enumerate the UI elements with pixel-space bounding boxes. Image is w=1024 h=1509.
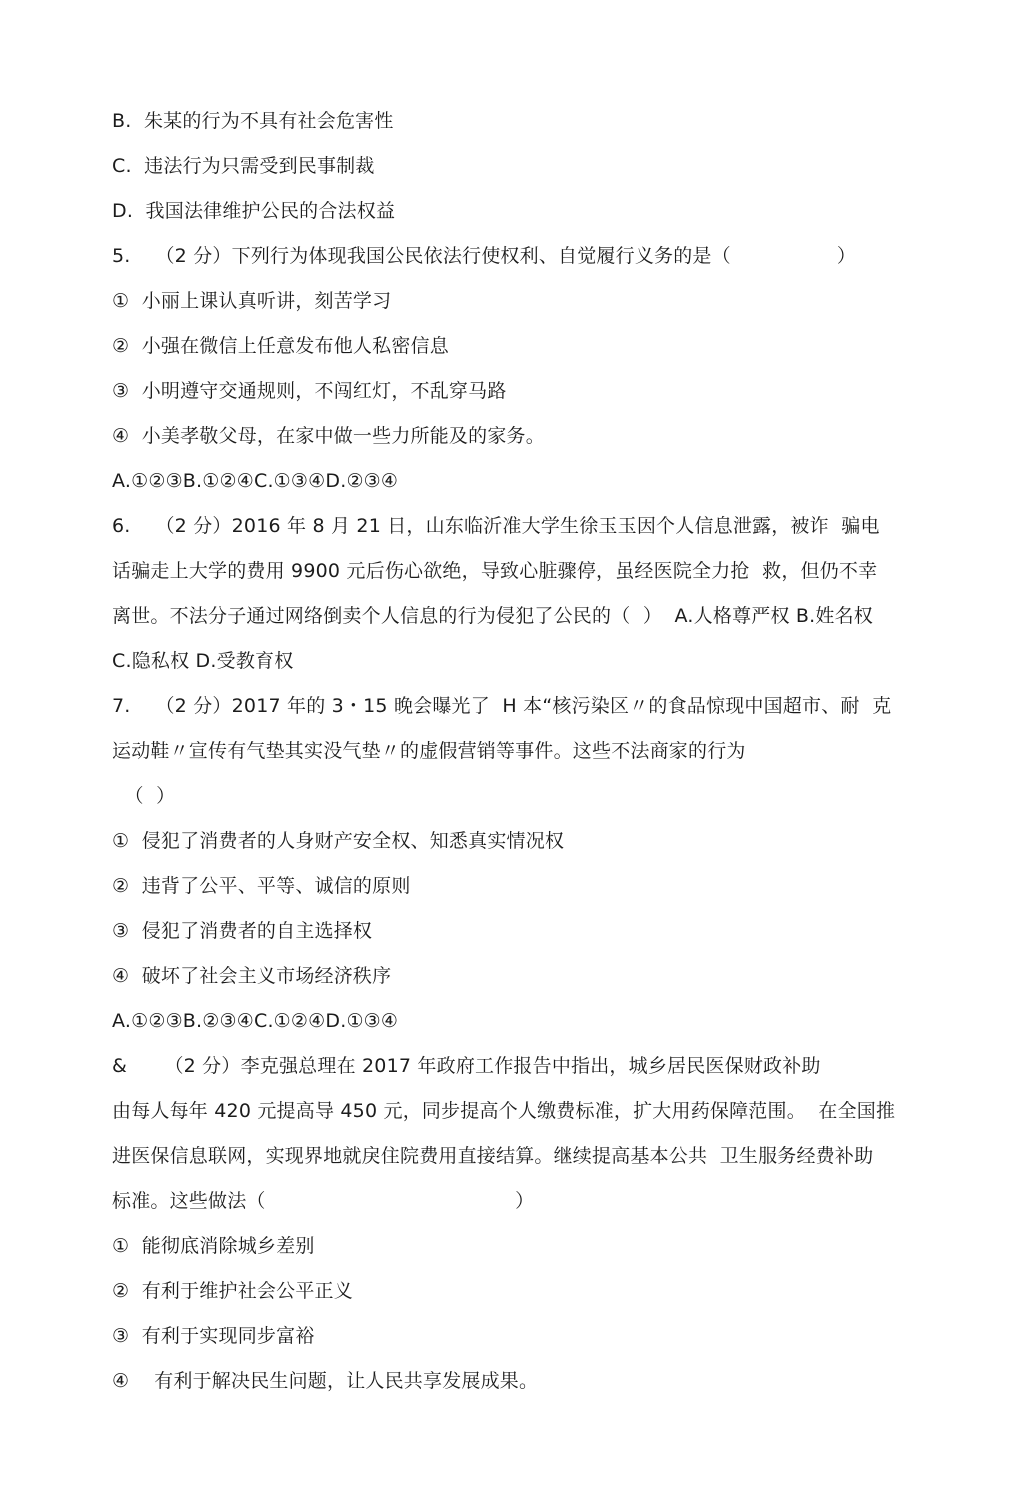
q8-statement-1: ① 能彻底消除城乡差别 (112, 1235, 315, 1257)
q7-statement-2: ② 违背了公平、平等、诚信的原则 (112, 875, 411, 897)
question-8-stem-line-1: & （2 分）李克强总理在 2017 年政府工作报告中指出，城乡居民医保财政补助 (112, 1055, 821, 1077)
question-8-stem-line-4: 标准。这些做法（ ） (112, 1190, 535, 1212)
q5-statement-4: ④ 小美孝敬父母，在家中做一些力所能及的家务。 (112, 425, 545, 447)
option-c-line: C. 违法行为只需受到民事制裁 (112, 155, 375, 177)
q6-answer-options: C.隐私权 D.受教育权 (112, 650, 294, 672)
q8-statement-2: ② 有利于维护社会公平正义 (112, 1280, 353, 1302)
q8-statement-4: ④ 有利于解决民生问题，让人民共享发展成果。 (112, 1370, 539, 1392)
question-6-stem-line-2: 话骗走上大学的费用 9900 元后伤心欲绝，导致心脏骤停，虽经医院全力抢 救，但仍不幸 (112, 560, 878, 582)
question-6-stem-line-1: 6. （2 分）2016 年 8 月 21 日，山东临沂准大学生徐玉玉因个人信息泄露，被诈 骗电 (112, 515, 880, 537)
q5-answer-options: A.①②③B.①②④C.①③④D.②③④ (112, 470, 399, 492)
q8-statement-3: ③ 有利于实现同步富裕 (112, 1325, 315, 1347)
q7-statement-3: ③ 侵犯了消费者的自主选择权 (112, 920, 373, 942)
q5-statement-3: ③ 小明遵守交通规则，不闯红灯，不乱穿马路 (112, 380, 507, 402)
q5-statement-2: ② 小强在微信上任意发布他人私密信息 (112, 335, 449, 357)
question-8-stem-line-2: 由每人每年 420 元提高导 450 元，同步提高个人缴费标准，扩大用药保障范围。 在全国推 (112, 1100, 896, 1122)
q7-statement-1: ① 侵犯了消费者的人身财产安全权、知悉真实情况权 (112, 830, 565, 852)
option-d-line: D. 我国法律维护公民的合法权益 (112, 200, 396, 222)
q5-statement-1: ① 小丽上课认真听讲，刻苦学习 (112, 290, 392, 312)
question-5-stem: 5. （2 分）下列行为体现我国公民依法行使权利、自觉履行义务的是（ ） (112, 245, 857, 267)
option-b-line: B. 朱某的行为不具有社会危害性 (112, 110, 394, 132)
question-7-stem-line-2: 运动鞋〃宣传有气垫其实没气垫〃的虚假营销等事件。这些不法商家的行为 (112, 740, 746, 762)
question-7-stem-line-1: 7. （2 分）2017 年的 3・15 晚会曝光了 H 本“核污染区〃的食品惊现中国超市、耐 克 (112, 695, 892, 717)
question-7-blank: （ ） (112, 785, 176, 807)
q7-answer-options: A.①②③B.②③④C.①②④D.①③④ (112, 1010, 399, 1032)
q7-statement-4: ④ 破坏了社会主义市场经济秩序 (112, 965, 392, 987)
question-8-stem-line-3: 进医保信息联网，实现界地就戾住院费用直接结算。继续提高基本公共 卫生服务经费补助 (112, 1145, 874, 1167)
question-6-stem-line-3: 离世。不法分子通过网络倒卖个人信息的行为侵犯了公民的（ ） A.人格尊严权 B.姓名权 (112, 605, 873, 627)
